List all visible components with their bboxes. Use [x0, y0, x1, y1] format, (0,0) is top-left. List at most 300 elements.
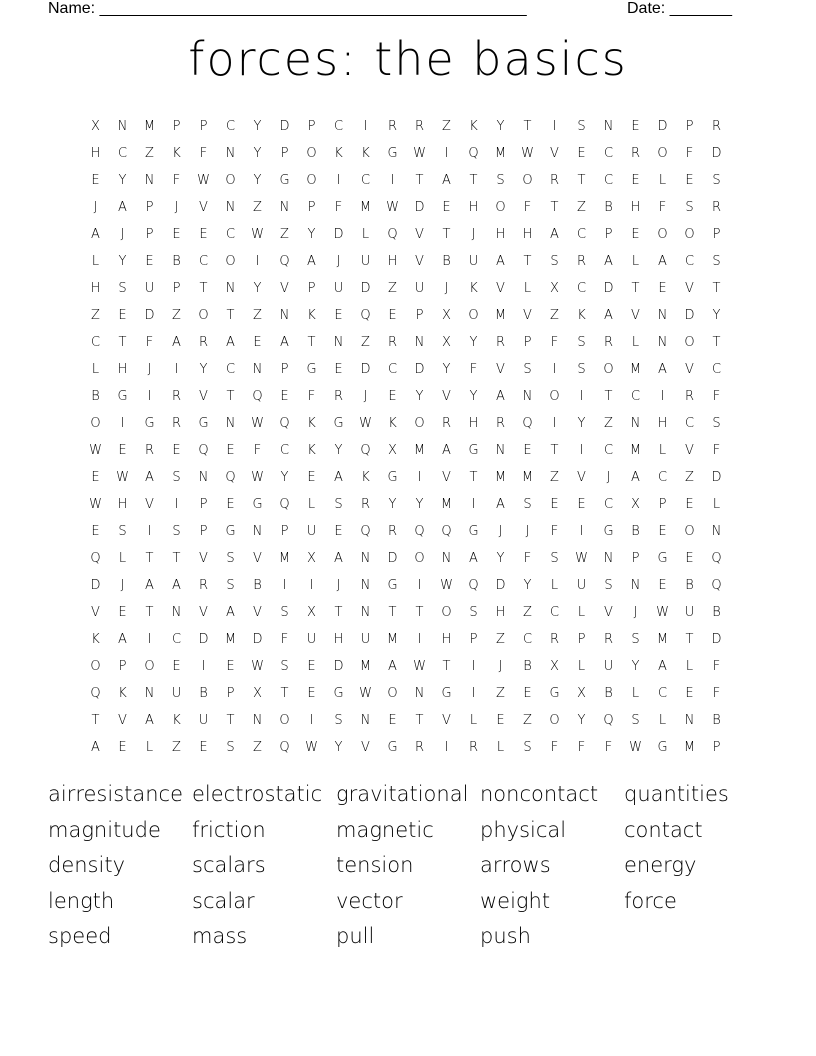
grid-letter[interactable]: E — [685, 686, 694, 701]
grid-letter[interactable]: L — [658, 443, 667, 458]
grid-letter[interactable]: H — [657, 416, 668, 431]
grid-letter[interactable]: N — [684, 713, 695, 728]
grid-letter[interactable]: N — [279, 200, 290, 215]
grid-letter[interactable]: A — [658, 659, 667, 674]
grid-letter[interactable]: C — [117, 146, 128, 161]
grid-letter[interactable]: V — [442, 470, 451, 485]
grid-letter[interactable]: M — [278, 551, 291, 566]
grid-letter[interactable]: S — [172, 470, 181, 485]
grid-letter[interactable]: S — [712, 254, 721, 269]
grid-letter[interactable]: C — [603, 146, 614, 161]
grid-letter[interactable]: Q — [414, 524, 425, 539]
grid-letter[interactable]: L — [469, 713, 478, 728]
grid-letter[interactable]: Z — [253, 740, 262, 755]
grid-letter[interactable]: W — [656, 605, 669, 620]
grid-letter[interactable]: N — [603, 551, 614, 566]
grid-letter[interactable]: A — [226, 335, 235, 350]
grid-letter[interactable]: T — [712, 335, 721, 350]
grid-letter[interactable]: P — [712, 227, 721, 242]
grid-letter[interactable]: F — [604, 740, 613, 755]
grid-letter[interactable]: A — [496, 497, 505, 512]
grid-letter[interactable]: F — [199, 146, 208, 161]
grid-letter[interactable]: T — [550, 200, 559, 215]
grid-letter[interactable]: O — [549, 713, 560, 728]
grid-letter[interactable]: P — [145, 227, 154, 242]
grid-letter[interactable]: C — [684, 416, 695, 431]
grid-letter[interactable]: T — [577, 173, 586, 188]
grid-letter[interactable]: N — [711, 524, 722, 539]
grid-letter[interactable]: A — [91, 227, 100, 242]
grid-letter[interactable]: K — [469, 119, 478, 134]
grid-letter[interactable]: R — [360, 497, 371, 512]
grid-letter[interactable]: E — [685, 497, 694, 512]
grid-letter[interactable]: V — [91, 605, 100, 620]
grid-letter[interactable]: G — [252, 497, 263, 512]
grid-letter[interactable]: O — [198, 308, 209, 323]
grid-letter[interactable]: M — [494, 470, 507, 485]
grid-letter[interactable]: V — [253, 551, 262, 566]
grid-letter[interactable]: S — [280, 659, 289, 674]
grid-letter[interactable]: G — [387, 740, 398, 755]
grid-letter[interactable]: Z — [577, 200, 586, 215]
grid-letter[interactable]: L — [496, 740, 505, 755]
grid-letter[interactable]: N — [657, 335, 668, 350]
grid-letter[interactable]: S — [550, 254, 559, 269]
grid-letter[interactable]: V — [577, 470, 586, 485]
grid-letter[interactable]: T — [469, 470, 478, 485]
grid-letter[interactable]: F — [523, 200, 532, 215]
grid-letter[interactable]: E — [685, 173, 694, 188]
grid-letter[interactable]: I — [471, 659, 476, 674]
grid-letter[interactable]: C — [90, 335, 101, 350]
grid-letter[interactable]: D — [684, 308, 695, 323]
grid-letter[interactable]: J — [606, 470, 611, 485]
grid-letter[interactable]: P — [199, 119, 208, 134]
grid-letter[interactable]: J — [174, 200, 179, 215]
grid-letter[interactable]: F — [172, 173, 181, 188]
grid-letter[interactable]: N — [252, 713, 263, 728]
grid-letter[interactable]: I — [417, 632, 422, 647]
grid-letter[interactable]: A — [469, 551, 478, 566]
grid-letter[interactable]: C — [225, 362, 236, 377]
grid-letter[interactable]: N — [630, 416, 641, 431]
grid-letter[interactable]: E — [91, 524, 100, 539]
grid-letter[interactable]: R — [630, 146, 641, 161]
grid-letter[interactable]: S — [226, 551, 235, 566]
grid-letter[interactable]: O — [657, 227, 668, 242]
grid-letter[interactable]: A — [172, 335, 181, 350]
grid-letter[interactable]: J — [363, 389, 368, 404]
grid-letter[interactable]: V — [199, 551, 208, 566]
grid-letter[interactable]: L — [118, 551, 127, 566]
grid-letter[interactable]: T — [415, 605, 424, 620]
grid-letter[interactable]: B — [523, 659, 532, 674]
grid-letter[interactable]: W — [89, 443, 102, 458]
grid-letter[interactable]: D — [360, 362, 371, 377]
grid-letter[interactable]: W — [251, 470, 264, 485]
grid-letter[interactable]: V — [118, 713, 127, 728]
grid-letter[interactable]: L — [685, 659, 694, 674]
grid-letter[interactable]: T — [145, 605, 154, 620]
grid-letter[interactable]: A — [226, 605, 235, 620]
grid-letter[interactable]: L — [550, 578, 559, 593]
grid-letter[interactable]: U — [306, 632, 317, 647]
grid-letter[interactable]: Y — [388, 497, 397, 512]
grid-letter[interactable]: U — [684, 605, 695, 620]
grid-letter[interactable]: C — [711, 362, 722, 377]
grid-letter[interactable]: L — [631, 335, 640, 350]
grid-letter[interactable]: Q — [711, 578, 722, 593]
grid-letter[interactable]: G — [657, 740, 668, 755]
grid-letter[interactable]: R — [495, 416, 506, 431]
grid-letter[interactable]: S — [577, 119, 586, 134]
grid-letter[interactable]: P — [658, 497, 667, 512]
grid-letter[interactable]: J — [336, 578, 341, 593]
grid-letter[interactable]: D — [495, 578, 506, 593]
grid-letter[interactable]: F — [550, 740, 559, 755]
grid-letter[interactable]: A — [442, 443, 451, 458]
grid-letter[interactable]: U — [603, 659, 614, 674]
grid-letter[interactable]: E — [172, 443, 181, 458]
grid-letter[interactable]: Y — [118, 254, 127, 269]
grid-letter[interactable]: S — [577, 335, 586, 350]
grid-letter[interactable]: G — [603, 524, 614, 539]
grid-letter[interactable]: P — [307, 200, 316, 215]
grid-letter[interactable]: E — [118, 308, 127, 323]
grid-letter[interactable]: P — [172, 281, 181, 296]
grid-letter[interactable]: E — [631, 173, 640, 188]
grid-letter[interactable]: G — [387, 578, 398, 593]
grid-letter[interactable]: T — [145, 551, 154, 566]
grid-letter[interactable]: V — [199, 605, 208, 620]
grid-letter[interactable]: I — [147, 632, 152, 647]
grid-letter[interactable]: C — [225, 119, 236, 134]
grid-letter[interactable]: K — [307, 308, 316, 323]
grid-letter[interactable]: Z — [550, 308, 559, 323]
grid-letter[interactable]: N — [360, 713, 371, 728]
grid-letter[interactable]: V — [199, 200, 208, 215]
grid-letter[interactable]: J — [120, 227, 125, 242]
grid-letter[interactable]: U — [414, 281, 425, 296]
grid-letter[interactable]: A — [442, 173, 451, 188]
grid-letter[interactable]: E — [172, 227, 181, 242]
grid-letter[interactable]: E — [577, 146, 586, 161]
grid-letter[interactable]: D — [711, 470, 722, 485]
grid-letter[interactable]: B — [91, 389, 100, 404]
grid-letter[interactable]: K — [361, 146, 370, 161]
grid-letter[interactable]: I — [147, 389, 152, 404]
grid-letter[interactable]: W — [89, 497, 102, 512]
grid-letter[interactable]: U — [198, 713, 209, 728]
grid-letter[interactable]: E — [199, 227, 208, 242]
grid-letter[interactable]: V — [253, 605, 262, 620]
grid-letter[interactable]: P — [280, 524, 289, 539]
grid-letter[interactable]: V — [442, 713, 451, 728]
grid-letter[interactable]: E — [496, 713, 505, 728]
grid-letter[interactable]: E — [118, 740, 127, 755]
grid-letter[interactable]: F — [658, 200, 667, 215]
grid-letter[interactable]: R — [387, 524, 398, 539]
grid-letter[interactable]: N — [144, 173, 155, 188]
grid-letter[interactable]: H — [495, 605, 506, 620]
grid-letter[interactable]: N — [360, 578, 371, 593]
grid-letter[interactable]: T — [604, 389, 613, 404]
grid-letter[interactable]: D — [360, 281, 371, 296]
grid-letter[interactable]: F — [550, 524, 559, 539]
grid-letter[interactable]: J — [93, 200, 98, 215]
grid-letter[interactable]: K — [172, 713, 181, 728]
grid-letter[interactable]: N — [117, 119, 128, 134]
grid-letter[interactable]: H — [117, 362, 128, 377]
grid-letter[interactable]: E — [388, 308, 397, 323]
grid-letter[interactable]: Q — [252, 389, 263, 404]
grid-letter[interactable]: G — [279, 173, 290, 188]
grid-letter[interactable]: G — [117, 389, 128, 404]
grid-letter[interactable]: H — [522, 227, 533, 242]
grid-letter[interactable]: S — [334, 497, 343, 512]
grid-letter[interactable]: Q — [387, 227, 398, 242]
grid-letter[interactable]: T — [685, 632, 694, 647]
grid-letter[interactable]: Z — [604, 416, 613, 431]
grid-letter[interactable]: J — [336, 254, 341, 269]
grid-letter[interactable]: E — [118, 443, 127, 458]
grid-letter[interactable]: Y — [442, 362, 451, 377]
grid-letter[interactable]: Y — [334, 443, 343, 458]
grid-letter[interactable]: W — [359, 416, 372, 431]
date-field-label[interactable]: Date: _______ — [627, 0, 732, 17]
grid-letter[interactable]: P — [712, 740, 721, 755]
grid-letter[interactable]: H — [387, 254, 398, 269]
grid-letter[interactable]: Q — [468, 578, 479, 593]
grid-letter[interactable]: I — [174, 362, 179, 377]
grid-letter[interactable]: A — [145, 470, 154, 485]
grid-letter[interactable]: V — [145, 497, 154, 512]
grid-letter[interactable]: N — [252, 524, 263, 539]
grid-letter[interactable]: S — [226, 578, 235, 593]
grid-letter[interactable]: B — [604, 686, 613, 701]
grid-letter[interactable]: Y — [469, 335, 478, 350]
grid-letter[interactable]: V — [415, 227, 424, 242]
grid-letter[interactable]: K — [388, 416, 397, 431]
grid-letter[interactable]: Q — [360, 443, 371, 458]
grid-letter[interactable]: S — [577, 362, 586, 377]
grid-letter[interactable]: Z — [388, 281, 397, 296]
grid-letter[interactable]: M — [494, 146, 507, 161]
grid-letter[interactable]: S — [523, 362, 532, 377]
grid-letter[interactable]: P — [685, 119, 694, 134]
grid-letter[interactable]: E — [226, 659, 235, 674]
grid-letter[interactable]: J — [498, 524, 503, 539]
grid-letter[interactable]: Z — [91, 308, 100, 323]
grid-letter[interactable]: T — [280, 686, 289, 701]
grid-letter[interactable]: S — [685, 200, 694, 215]
grid-letter[interactable]: U — [360, 632, 371, 647]
grid-letter[interactable]: O — [684, 227, 695, 242]
grid-letter[interactable]: N — [225, 416, 236, 431]
grid-letter[interactable]: F — [469, 362, 478, 377]
grid-letter[interactable]: D — [711, 146, 722, 161]
grid-letter[interactable]: D — [333, 227, 344, 242]
grid-letter[interactable]: K — [577, 308, 586, 323]
grid-letter[interactable]: H — [630, 200, 641, 215]
grid-letter[interactable]: T — [442, 227, 451, 242]
grid-letter[interactable]: I — [417, 578, 422, 593]
grid-letter[interactable]: D — [333, 659, 344, 674]
grid-letter[interactable]: F — [712, 686, 721, 701]
grid-letter[interactable]: Z — [442, 119, 451, 134]
grid-letter[interactable]: O — [144, 659, 155, 674]
grid-letter[interactable]: Z — [145, 146, 154, 161]
grid-letter[interactable]: T — [118, 335, 127, 350]
grid-letter[interactable]: J — [147, 362, 152, 377]
grid-letter[interactable]: E — [388, 389, 397, 404]
grid-letter[interactable]: R — [144, 443, 155, 458]
grid-letter[interactable]: T — [523, 119, 532, 134]
grid-letter[interactable]: T — [523, 254, 532, 269]
grid-letter[interactable]: O — [279, 713, 290, 728]
grid-letter[interactable]: N — [333, 335, 344, 350]
grid-letter[interactable]: I — [660, 389, 665, 404]
grid-letter[interactable]: T — [226, 308, 235, 323]
grid-letter[interactable]: C — [279, 443, 290, 458]
grid-letter[interactable]: T — [199, 281, 208, 296]
grid-letter[interactable]: G — [657, 551, 668, 566]
grid-letter[interactable]: C — [603, 173, 614, 188]
grid-letter[interactable]: L — [145, 740, 154, 755]
grid-letter[interactable]: F — [334, 200, 343, 215]
grid-letter[interactable]: X — [442, 335, 451, 350]
grid-letter[interactable]: I — [147, 524, 152, 539]
grid-letter[interactable]: I — [444, 146, 449, 161]
grid-letter[interactable]: K — [334, 146, 343, 161]
grid-letter[interactable]: W — [359, 686, 372, 701]
grid-letter[interactable]: Z — [685, 470, 694, 485]
grid-letter[interactable]: L — [577, 605, 586, 620]
grid-letter[interactable]: I — [417, 470, 422, 485]
grid-letter[interactable]: L — [631, 254, 640, 269]
grid-letter[interactable]: J — [498, 659, 503, 674]
grid-letter[interactable]: G — [468, 443, 479, 458]
grid-letter[interactable]: V — [685, 281, 694, 296]
grid-letter[interactable]: R — [495, 335, 506, 350]
grid-letter[interactable]: E — [307, 470, 316, 485]
grid-letter[interactable]: A — [496, 389, 505, 404]
grid-letter[interactable]: I — [579, 443, 584, 458]
grid-letter[interactable]: Q — [225, 470, 236, 485]
grid-letter[interactable]: R — [414, 740, 425, 755]
grid-letter[interactable]: G — [468, 524, 479, 539]
grid-letter[interactable]: R — [387, 119, 398, 134]
grid-letter[interactable]: B — [712, 713, 721, 728]
grid-letter[interactable]: S — [172, 524, 181, 539]
grid-letter[interactable]: I — [471, 497, 476, 512]
grid-letter[interactable]: B — [685, 578, 694, 593]
grid-letter[interactable]: A — [280, 335, 289, 350]
grid-letter[interactable]: Z — [361, 335, 370, 350]
name-field-label[interactable]: Name: ________________________________________________ — [48, 0, 527, 17]
grid-letter[interactable]: U — [333, 281, 344, 296]
grid-letter[interactable]: Z — [280, 227, 289, 242]
grid-letter[interactable]: Q — [279, 740, 290, 755]
grid-letter[interactable]: I — [552, 119, 557, 134]
grid-letter[interactable]: H — [90, 281, 101, 296]
grid-letter[interactable]: C — [387, 362, 398, 377]
grid-letter[interactable]: M — [386, 632, 399, 647]
grid-letter[interactable]: W — [440, 578, 453, 593]
grid-letter[interactable]: L — [307, 497, 316, 512]
grid-letter[interactable]: G — [333, 686, 344, 701]
grid-letter[interactable]: P — [604, 227, 613, 242]
grid-letter[interactable]: F — [280, 632, 289, 647]
grid-letter[interactable]: G — [333, 416, 344, 431]
grid-letter[interactable]: X — [253, 686, 262, 701]
grid-letter[interactable]: T — [415, 173, 424, 188]
grid-letter[interactable]: G — [225, 524, 236, 539]
grid-letter[interactable]: E — [550, 497, 559, 512]
grid-letter[interactable]: P — [280, 146, 289, 161]
grid-letter[interactable]: W — [305, 740, 318, 755]
grid-letter[interactable]: N — [522, 389, 533, 404]
grid-letter[interactable]: I — [552, 362, 557, 377]
grid-letter[interactable]: P — [280, 362, 289, 377]
grid-letter[interactable]: A — [145, 578, 154, 593]
grid-letter[interactable]: E — [334, 308, 343, 323]
grid-letter[interactable]: T — [172, 551, 181, 566]
grid-letter[interactable]: V — [496, 281, 505, 296]
grid-letter[interactable]: E — [91, 470, 100, 485]
grid-letter[interactable]: D — [252, 632, 263, 647]
grid-letter[interactable]: T — [226, 713, 235, 728]
grid-letter[interactable]: I — [552, 416, 557, 431]
grid-letter[interactable]: S — [496, 173, 505, 188]
grid-letter[interactable]: Q — [522, 416, 533, 431]
grid-letter[interactable]: K — [361, 470, 370, 485]
grid-letter[interactable]: S — [118, 281, 127, 296]
grid-letter[interactable]: N — [603, 119, 614, 134]
grid-letter[interactable]: K — [118, 686, 127, 701]
grid-letter[interactable]: O — [549, 389, 560, 404]
grid-letter[interactable]: Y — [469, 389, 478, 404]
grid-letter[interactable]: P — [415, 308, 424, 323]
grid-letter[interactable]: J — [471, 227, 476, 242]
grid-letter[interactable]: D — [387, 551, 398, 566]
grid-letter[interactable]: K — [307, 416, 316, 431]
grid-letter[interactable]: O — [414, 416, 425, 431]
grid-letter[interactable]: O — [684, 524, 695, 539]
grid-letter[interactable]: S — [280, 605, 289, 620]
grid-letter[interactable]: R — [198, 578, 209, 593]
grid-letter[interactable]: P — [631, 551, 640, 566]
grid-letter[interactable]: Z — [253, 200, 262, 215]
grid-letter[interactable]: T — [415, 713, 424, 728]
grid-letter[interactable]: S — [712, 173, 721, 188]
grid-letter[interactable]: Q — [279, 254, 290, 269]
grid-letter[interactable]: T — [712, 281, 721, 296]
grid-letter[interactable]: N — [225, 146, 236, 161]
grid-letter[interactable]: M — [629, 443, 642, 458]
grid-letter[interactable]: X — [307, 605, 316, 620]
grid-letter[interactable]: Q — [360, 524, 371, 539]
grid-letter[interactable]: R — [603, 335, 614, 350]
grid-letter[interactable]: V — [361, 740, 370, 755]
grid-letter[interactable]: Q — [90, 551, 101, 566]
grid-letter[interactable]: B — [172, 254, 181, 269]
grid-letter[interactable]: E — [199, 740, 208, 755]
grid-letter[interactable]: I — [201, 659, 206, 674]
grid-letter[interactable]: O — [603, 362, 614, 377]
grid-letter[interactable]: W — [197, 173, 210, 188]
grid-letter[interactable]: A — [604, 254, 613, 269]
